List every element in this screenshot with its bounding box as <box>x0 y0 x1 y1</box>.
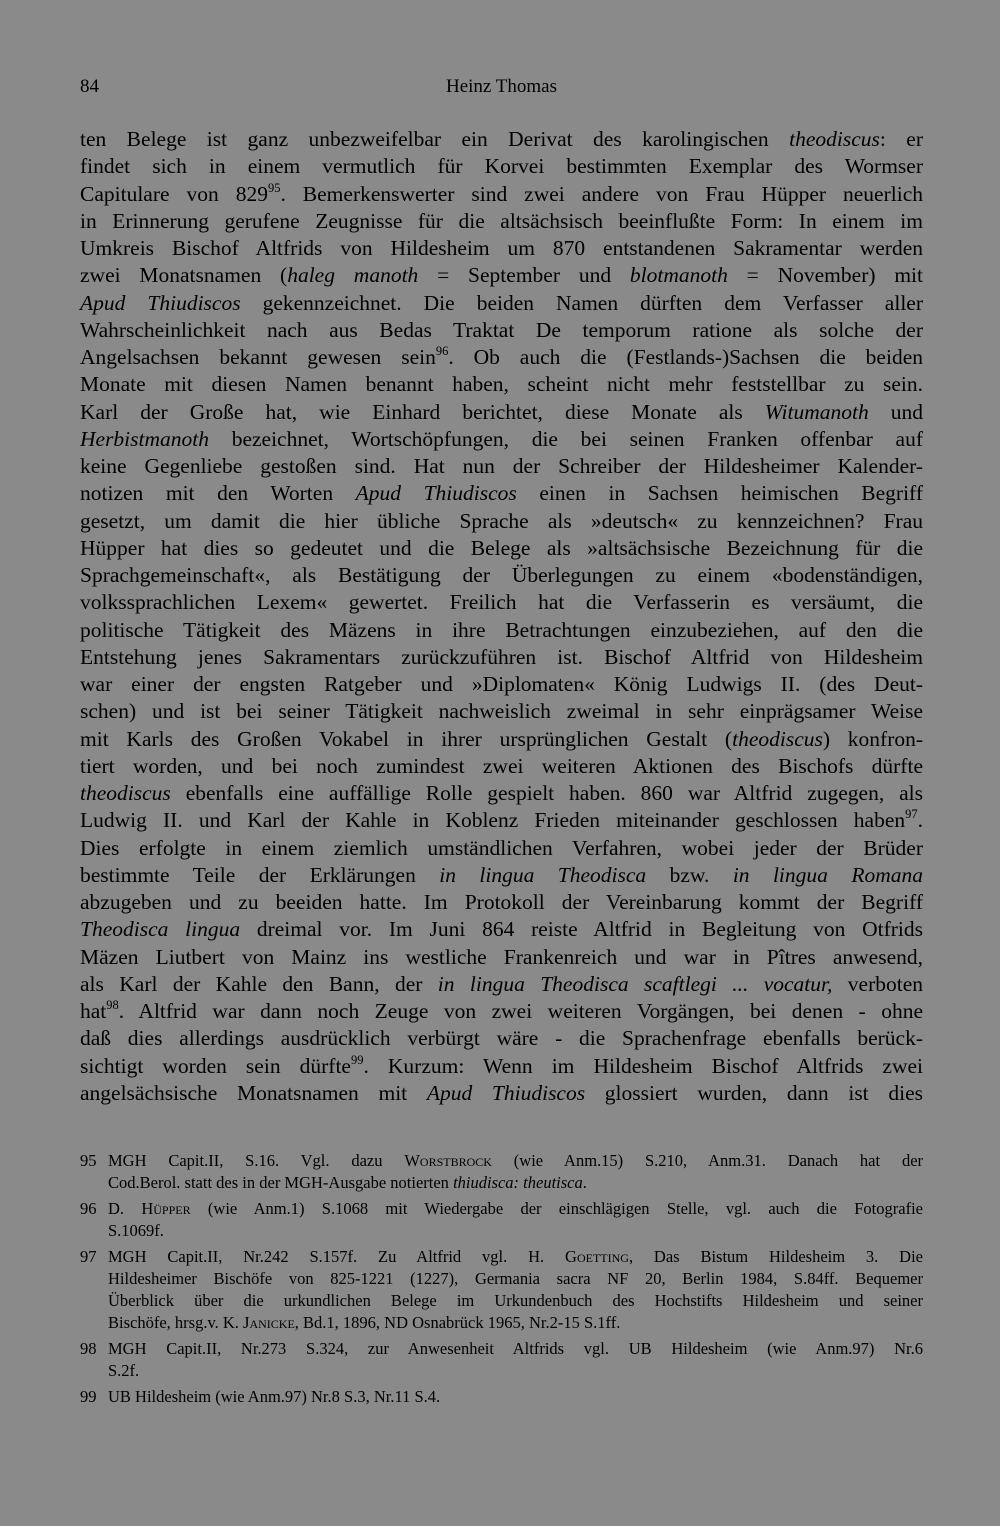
text-line: abzugeben und zu beeiden hatte. Im Protokoll der Vereinbarung kommt der Begriff <box>80 890 923 914</box>
text-line: in Erinnerung gerufene Zeugnisse für die altsächsisch beeinflußte Form: In einem im <box>80 208 923 233</box>
text-line: Karl der Große hat, wie Einhard berichtet, diese Monate als Witumanoth und <box>80 399 924 424</box>
footnote-97 <box>80 1246 923 1334</box>
text-line: sichtigt worden sein dürfte$^{99}$. Kurzum: Wenn im Hildesheim Bischof Altfrids zwei <box>80 1052 923 1078</box>
footnote-99 <box>80 1386 923 1408</box>
footnote-number: 98 <box>80 1339 97 1358</box>
text-line: als Karl der Kahle den Bann, der in lingua Theodisca scaftlegi ... vocatur, verboten <box>80 971 923 996</box>
text-line: Mäzen Liutbert von Mainz ins westliche Frankenreich und war in Pîtres anwesend, <box>80 944 923 969</box>
footnote-ref: 96 <box>435 344 449 359</box>
text-line: Monate mit diesen Namen benannt haben, scheint nicht mehr feststellbar zu sein. <box>80 372 923 397</box>
running-title: Heinz Thomas <box>446 76 557 97</box>
footnote-ref: 97 <box>905 807 918 822</box>
footnote-number: 99 <box>80 1387 97 1406</box>
footnote-line: MGH Capit.II, Nr.273 S.324, zur Anwesenheit Altfrids vgl. UB Hildesheim (wie Anm.97) Nr.6 <box>108 1339 923 1358</box>
text-line: angelsächsische Monatsnamen mit Apud Thiudiscos glossiert wurden, dann ist dies <box>80 1080 923 1105</box>
text-line: Wahrscheinlichkeit nach aus Bedas Traktat De temporum ratione als solche der <box>80 317 923 342</box>
text-line: bestimmte Teile der Erklärungen in lingua Theodisca bzw. in lingua Romana <box>80 862 923 887</box>
footnote-line: S.1069f. <box>108 1221 164 1240</box>
footnote-number: 95 <box>80 1151 97 1170</box>
text-line: notizen mit den Worten Apud Thiudiscos einen in Sachsen heimischen Begriff <box>80 481 923 506</box>
text-line: Sprachgemeinschaft«, als Bestätigung der Überlegungen zu einem «bodenständigen, <box>80 563 923 587</box>
footnote-line: UB Hildesheim (wie Anm.97) Nr.8 S.3, Nr.11 S.4. <box>108 1387 441 1406</box>
footnote-ref: 95 <box>267 180 281 195</box>
text-line: gesetzt, um damit die hier übliche Sprache als »deutsch« zu kennzeichnen? Frau <box>80 508 923 533</box>
footnote-line: MGH Capit.II, S.16. Vgl. dazu Worstbrock (wie Anm.15) S.210, Anm.31. Danach hat der <box>108 1151 924 1170</box>
footnote-line: MGH Capit.II, Nr.242 S.157f. Zu Altfrid vgl. H. Goetting, Das Bistum Hildesheim 3. Die <box>108 1247 923 1266</box>
text-line: volkssprachlichen Lexem« gewertet. Freilich hat die Verfasserin es versäumt, die <box>80 590 923 615</box>
footnote-line: Überblick über die urkundlichen Belege im Urkundenbuch des Hochstifts Hildesheim und seiner <box>108 1291 923 1310</box>
text-line: Entstehung jenes Sakramentars zurückzuführen ist. Bischof Altfrid von Hildesheim <box>80 644 923 669</box>
text-line: theodiscus ebenfalls eine auffällige Rolle gespielt haben. 860 war Altfrid zugegen, als <box>80 781 923 805</box>
body-text <box>80 126 923 1107</box>
footnote-ref: 99 <box>350 1052 364 1067</box>
footnote-ref: 98 <box>106 998 119 1013</box>
footnote-line: Cod.Berol. statt des in der MGH-Ausgabe notierten thiudisca: theutisca. <box>108 1173 587 1192</box>
text-line: Umkreis Bischof Altfrids von Hildesheim um 870 entstandenen Sakramentar werden <box>80 236 923 260</box>
footnote-line: D. Hüpper (wie Anm.1) S.1068 mit Wiedergabe der einschlägigen Stelle, vgl. auch die Fotografie <box>108 1199 923 1218</box>
footnote-95 <box>80 1150 923 1194</box>
footnote-line: S.2f. <box>108 1361 140 1380</box>
text-line: zwei Monatsnamen (haleg manoth = September und blotmanoth = November) mit <box>80 263 923 288</box>
page-number: 84 <box>80 76 99 97</box>
footnote-96 <box>80 1198 923 1242</box>
text-line: Dies erfolgte in einem ziemlich umständlichen Verfahren, wobei jeder der Brüder <box>80 835 923 860</box>
text-line: Angelsachsen bekannt gewesen sein$^{96}$. Ob auch die (Festlands-)Sachsen die beiden <box>80 344 923 369</box>
text-line: keine Gegenliebe gestoßen sind. Hat nun der Schreiber der Hildesheimer Kalender- <box>80 454 923 478</box>
text-line: Hüpper hat dies so gedeutet und die Belege als »altsächsische Bezeichnung für die <box>80 535 923 560</box>
text-line: Herbistmanoth bezeichnet, Wortschöpfungen, die bei seinen Franken offenbar auf <box>80 426 923 451</box>
text-line: findet sich in einem vermutlich für Korvei bestimmten Exemplar des Wormser <box>80 154 923 179</box>
text-line: mit Karls des Großen Vokabel in ihrer ursprünglichen Gestalt (theodiscus) konfron- <box>80 726 924 751</box>
text-line: hat$^{98}$. Altfrid war dann noch Zeuge von zwei weiteren Vorgängen, bei denen - ohne <box>80 998 923 1023</box>
footnote-line: Hildesheimer Bischöfe von 825-1221 (1227), Germania sacra NF 20, Berlin 1984, S.84ff. Bequemer <box>108 1269 923 1288</box>
footnotes <box>80 1150 923 1412</box>
text-line: Theodisca lingua dreimal vor. Im Juni 864 reiste Altfrid in Begleitung von Otfrids <box>80 917 923 942</box>
running-head <box>80 76 923 102</box>
text-line: schen) und ist bei seiner Tätigkeit nachweislich zweimal in sehr einprägsamer Weise <box>80 699 923 724</box>
text-line: tiert worden, und bei noch zumindest zwei weiteren Aktionen des Bischofs dürfte <box>80 753 923 778</box>
footnote-number: 96 <box>80 1199 97 1218</box>
footnote-number: 97 <box>80 1247 97 1266</box>
text-line: ten Belege ist ganz unbezweifelbar ein Derivat des karolingischen theodiscus: er <box>80 127 923 151</box>
text-line: Capitulare von $829^{95}$. Bemerkenswerter sind zwei andere von Frau Hüpper neuerlich <box>80 180 923 206</box>
footnote-line: Bischöfe, hrsg.v. K. Janicke, Bd.1, 1896, ND Osnabrück 1965, Nr.2-15 S.1ff. <box>108 1313 621 1332</box>
text-line: politische Tätigkeit des Mäzens in ihre Betrachtungen einzubeziehen, auf den die <box>80 617 923 642</box>
text-line: Ludwig II. und Karl der Kahle in Koblenz Frieden miteinander geschlossen haben$^{97}$. <box>80 807 923 833</box>
text-line: war einer der engsten Ratgeber und »Diplomaten« König Ludwigs II. (des Deut- <box>80 672 923 696</box>
text-line: daß dies allerdings ausdrücklich verbürgt wäre - die Sprachenfrage ebenfalls berück- <box>80 1026 923 1051</box>
text-line: Apud Thiudiscos gekennzeichnet. Die beiden Namen dürften dem Verfasser aller <box>80 290 923 315</box>
footnote-98 <box>80 1338 923 1382</box>
